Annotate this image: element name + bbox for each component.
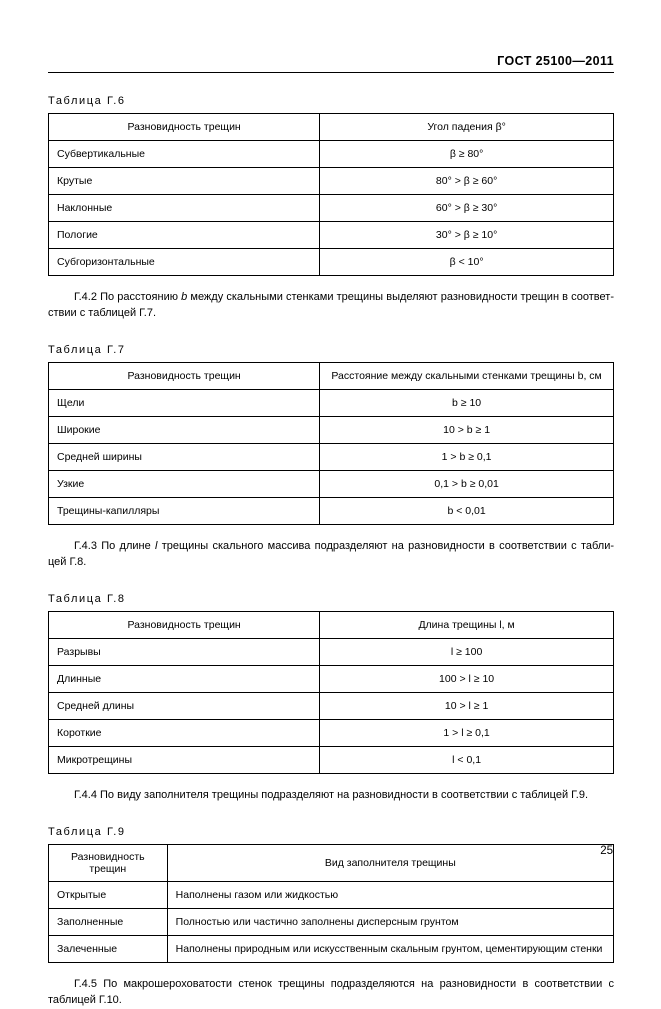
cell-value: β < 10° <box>320 249 614 276</box>
header-divider <box>48 72 614 73</box>
cell-type: Средней длины <box>49 692 320 719</box>
cell-value: 100 > l ≥ 10 <box>320 665 614 692</box>
table-row <box>49 195 614 222</box>
column-header: Разновидность трещин <box>49 114 320 141</box>
table-row <box>49 935 614 962</box>
para-text: Г.4.3 По длине <box>74 539 156 552</box>
paragraph-g4-5 <box>48 977 614 1009</box>
cell-value: 1 > l ≥ 0,1 <box>320 719 614 746</box>
cell-value: Наполнены газом или жидкостью <box>167 881 613 908</box>
cell-value: 60° > β ≥ 30° <box>320 195 614 222</box>
cell-value: 0,1 > b ≥ 0,01 <box>320 470 614 497</box>
table-row <box>49 168 614 195</box>
para-italic-l: l <box>155 539 158 552</box>
cell-type: Залеченные <box>49 935 168 962</box>
cell-type: Открытые <box>49 881 168 908</box>
column-header: Длина трещины l, м <box>320 611 614 638</box>
table-row <box>49 443 614 470</box>
paragraph-g4-2 <box>48 290 614 322</box>
cell-value: b ≥ 10 <box>320 389 614 416</box>
paragraph-g4-4: Г.4.4 По виду заполнителя трещины подразделяют на разновидности в соответствии с таблицей Г.9. <box>74 788 589 801</box>
cell-value: Наполнены природным или искусственным скальным грунтом, цементирующим стенки <box>167 935 613 962</box>
column-header: Вид заполнителя трещины <box>167 844 613 881</box>
column-header: Разновидность трещин <box>49 362 320 389</box>
cell-type: Длинные <box>49 665 320 692</box>
cell-type: Короткие <box>49 719 320 746</box>
column-header: Расстояние между скальными стенками трещины b, см <box>320 362 614 389</box>
cell-type: Крутые <box>49 168 320 195</box>
column-header: Разновидность трещин <box>49 611 320 638</box>
cell-value: l ≥ 100 <box>320 638 614 665</box>
cell-type: Трещины-капилляры <box>49 497 320 524</box>
table-header-row <box>49 362 614 389</box>
table-g9 <box>48 844 614 963</box>
table-caption-g6: Таблица Г.6 <box>48 95 126 107</box>
cell-type: Узкие <box>49 470 320 497</box>
table-row <box>49 881 614 908</box>
cell-type: Микротрещины <box>49 746 320 773</box>
column-header: Угол падения β° <box>320 114 614 141</box>
page-header-standard: ГОСТ 25100—2011 <box>497 54 614 68</box>
para-italic-b: b <box>181 291 188 303</box>
para-text: ствии с таблицей Г.7. <box>48 306 157 319</box>
table-row <box>49 470 614 497</box>
table-row <box>49 638 614 665</box>
para-text: Г.4.5 По макрошероховатости стенок трещины подразделяются на разновидности в соответствии с <box>74 977 614 990</box>
table-row <box>49 719 614 746</box>
table-header-row <box>49 844 614 881</box>
cell-type: Щели <box>49 389 320 416</box>
table-row <box>49 665 614 692</box>
table-row <box>49 692 614 719</box>
cell-type: Субгоризонтальные <box>49 249 320 276</box>
column-header: Разновидность трещин <box>49 844 168 881</box>
cell-value: 1 > b ≥ 0,1 <box>320 443 614 470</box>
cell-type: Заполненные <box>49 908 168 935</box>
para-text: между скальными стенками трещины выделяют разновидности трещин в соответ- <box>187 291 614 303</box>
table-row <box>49 497 614 524</box>
table-header-row <box>49 611 614 638</box>
table-g8 <box>48 611 614 774</box>
page-content <box>48 54 614 1009</box>
cell-value: 80° > β ≥ 60° <box>320 168 614 195</box>
page-number: 25 <box>600 845 613 857</box>
table-row <box>49 908 614 935</box>
table-row <box>49 746 614 773</box>
cell-type: Субвертикальные <box>49 141 320 168</box>
table-row <box>49 141 614 168</box>
table-row <box>49 416 614 443</box>
cell-value: Полностью или частично заполнены дисперсным грунтом <box>167 908 613 935</box>
table-header-row <box>49 114 614 141</box>
table-caption-g8: Таблица Г.8 <box>48 592 126 605</box>
cell-value: l < 0,1 <box>320 746 614 773</box>
table-row <box>49 222 614 249</box>
table-row <box>49 249 614 276</box>
table-row <box>49 389 614 416</box>
cell-value: β ≥ 80° <box>320 141 614 168</box>
cell-type: Разрывы <box>49 638 320 665</box>
cell-value: 30° > β ≥ 10° <box>320 222 614 249</box>
table-g6 <box>48 113 614 276</box>
table-caption-g7: Таблица Г.7 <box>48 343 126 356</box>
para-text: Г.4.2 По расстоянию <box>74 291 182 303</box>
cell-type: Средней ширины <box>49 443 320 470</box>
cell-type: Наклонные <box>49 195 320 222</box>
cell-value: b < 0,01 <box>320 497 614 524</box>
table-g7 <box>48 362 614 525</box>
table-caption-g9: Таблица Г.9 <box>48 825 126 838</box>
para-text: цей Г.8. <box>48 555 87 568</box>
cell-type: Широкие <box>49 416 320 443</box>
cell-value: 10 > l ≥ 1 <box>320 692 614 719</box>
para-text: таблицей Г.10. <box>48 993 122 1006</box>
cell-type: Пологие <box>49 222 320 249</box>
para-text: трещины скального массива подразделяют на разновидности в соответствии с табли- <box>157 539 615 552</box>
cell-value: 10 > b ≥ 1 <box>320 416 614 443</box>
paragraph-g4-3 <box>48 539 614 571</box>
